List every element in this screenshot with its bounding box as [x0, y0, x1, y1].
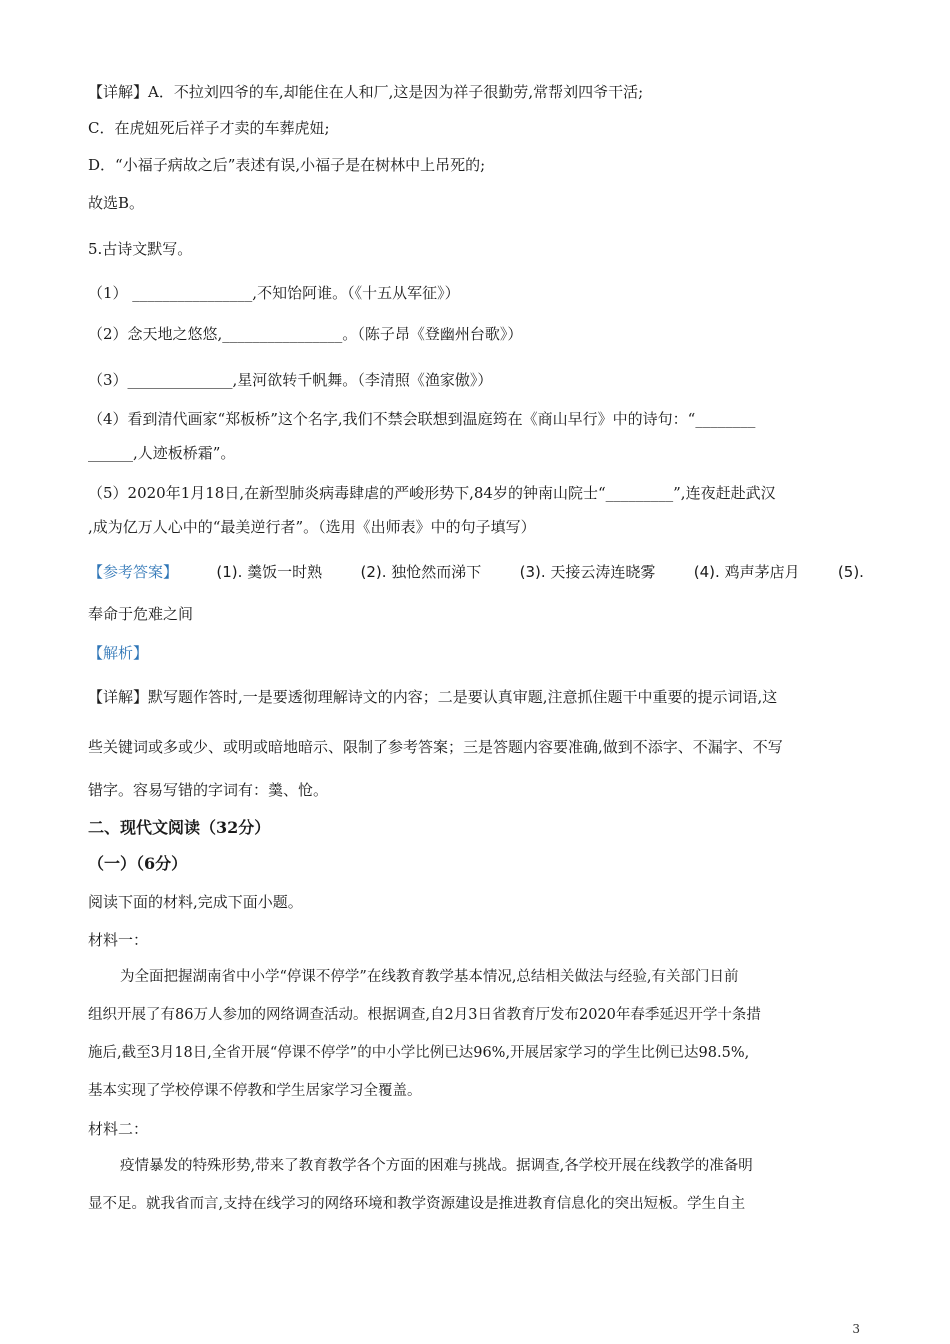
question-5-4-line2: ______,人迹板桥霜”。 — [88, 444, 236, 462]
answer-item-1: (1). 羹饭一时熟 — [216, 563, 323, 581]
detail-c: C．在虎妞死后祥子才卖的车葬虎妞; — [88, 119, 330, 137]
material-1-line4: 基本实现了学校停课不停教和学生居家学习全覆盖。 — [88, 1083, 422, 1099]
material-2-label: 材料二： — [88, 1120, 149, 1138]
reading-instruction: 阅读下面的材料,完成下面小题。 — [88, 893, 303, 911]
answer-item-4: (4). 鸡声茅店月 — [693, 563, 800, 581]
answer-item-3: (3). 天接云涛连晓雾 — [519, 563, 656, 581]
answer-item-2: (2). 独怆然而涕下 — [360, 563, 482, 581]
analysis-label: 【解析】 — [88, 644, 149, 662]
reference-answers — [88, 562, 864, 582]
question-5-3: （3）______________,星河欲转千帆舞。（李清照《渔家傲》） — [88, 371, 493, 389]
material-1-line3: 施后,截至3月18日,全省开展“停课不停学”的中小学比例已达96%,开展居家学习的学生比例已达98.5%, — [88, 1045, 750, 1061]
material-1-label: 材料一： — [88, 931, 149, 949]
analysis-detail-line1: 【详解】默写题作答时,一是要透彻理解诗文的内容；二是要认真审题,注意抓住题干中重要的提示词语,这 — [88, 688, 778, 706]
question-5-4-line1: （4）看到清代画家“郑板桥”这个名字,我们不禁会联想到温庭筠在《商山早行》中的诗句：“________ — [88, 410, 756, 428]
material-2-line2: 显不足。就我省而言,支持在线学习的网络环境和教学资源建设是推进教育信息化的突出短板。学生自主 — [88, 1196, 746, 1212]
material-1-line1: 为全面把握湖南省中小学“停课不停学”在线教育教学基本情况,总结相关做法与经验,有关部门日前 — [120, 969, 739, 985]
section-2-heading: 二、现代文阅读（32分） — [88, 818, 271, 837]
analysis-detail-line3: 错字。容易写错的字词有：羹、怆。 — [88, 781, 329, 799]
subsection-1-heading: （一）（6分） — [88, 854, 188, 873]
question-5-5-line1: （5）2020年1月18日,在新型肺炎病毒肆虐的严峻形势下,84岁的钟南山院士“_________”,连夜赶赴武汉 — [88, 484, 776, 502]
answer-item-5-text: 奉命于危难之间 — [88, 605, 194, 623]
detail-d: D．“小福子病故之后”表述有误,小福子是在树林中上吊死的; — [88, 156, 486, 174]
reference-answer-label: 【参考答案】 — [88, 563, 179, 581]
question-5-2: （2）念天地之悠悠,________________。（陈子昂《登幽州台歌》） — [88, 325, 523, 343]
answer-choice: 故选B。 — [88, 194, 145, 212]
page-number: 3 — [852, 1322, 860, 1336]
answer-item-5: (5). — [837, 563, 864, 581]
material-1-line2: 组织开展了有86万人参加的网络调查活动。根据调查,自2月3日省教育厅发布2020年春季延迟开学十条措 — [88, 1007, 761, 1023]
question-5-1: （1） ________________,不知饴阿谁。（《十五从军征》） — [88, 284, 460, 302]
question-5-5-line2: ,成为亿万人心中的“最美逆行者”。（选用《出师表》中的句子填写） — [88, 518, 536, 536]
question-5-title: 5.古诗文默写。 — [88, 240, 193, 258]
analysis-detail-line2: 些关键词或多或少、或明或暗地暗示、限制了参考答案；三是答题内容要准确,做到不添字、不漏字、不写 — [88, 738, 783, 756]
material-2-line1: 疫情暴发的特殊形势,带来了教育教学各个方面的困难与挑战。据调查,各学校开展在线教学的准备明 — [120, 1158, 753, 1174]
detail-a: 【详解】A．不拉刘四爷的车,却能住在人和厂,这是因为祥子很勤劳,常帮刘四爷干活; — [88, 83, 644, 101]
